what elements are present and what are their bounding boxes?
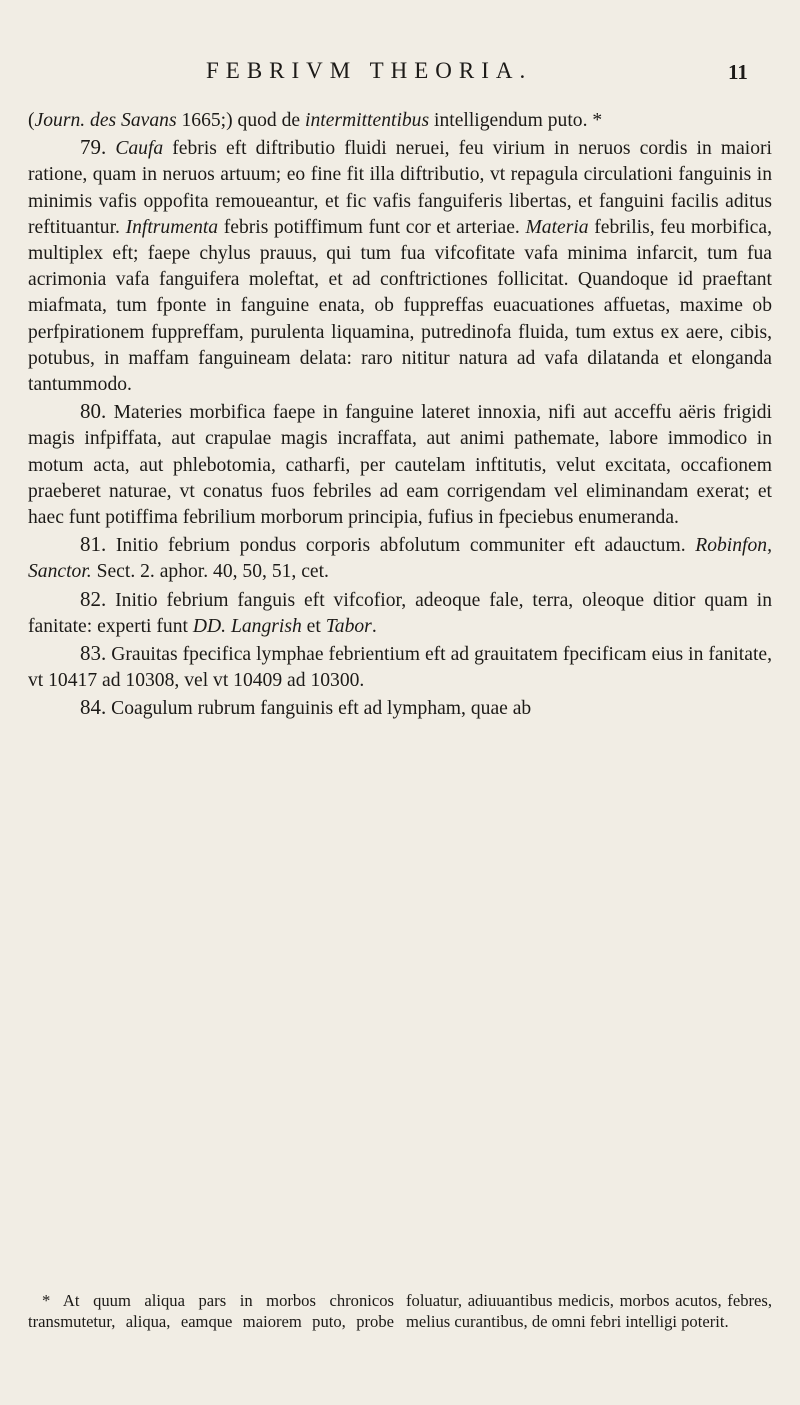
- paragraph-81: 81. Initio febrium pondus corporis abfolutum communiter eft adauctum. Robinfon, Sanctor. Sect. 2. aphor. 40, 50, 51, cet.: [28, 532, 772, 583]
- paragraph-82: 82. Initio febrium fanguis eft vifcofior, adeoque fale, terra, oleoque ditior quam in fanitate: experti funt DD. Langrish et Tabor.: [28, 586, 772, 637]
- paragraph-number: 79.: [80, 135, 107, 160]
- author-citation: Tabor: [325, 615, 372, 637]
- paragraph-number: 84.: [80, 695, 107, 720]
- emphasis: Materia: [525, 216, 589, 238]
- footnote: [28, 1290, 772, 1333]
- paragraph-continuation: (Journ. des Savans 1665;) quod de intermittentibus intelligendum puto. *: [28, 110, 603, 131]
- emphasis: Inftrumenta: [125, 216, 219, 238]
- paragraph-80: 80. Materies morbifica faepe in fanguine lateret innoxia, nifi aut acceffu aëris frigidi magis infpiffata, aut crapulae magis incraffata, aut animi pathemate, labore immodico in motum acta, aut phlebotomia, catharfi, per cautelam inftitutis, velut excitata, occafionem praeberet naturae, vt conatus fuos febriles ad eam corrigendam vel eliminandam exerat; et haec funt potiffima febrilium morborum principia, fufius in fpeciebus enumeranda.: [28, 399, 772, 529]
- running-title: FEBRIVM THEORIA.: [206, 58, 533, 83]
- paragraph-84: 84. Coagulum rubrum fanguinis eft ad lympham, quae ab: [80, 695, 532, 720]
- main-text: [28, 108, 772, 723]
- paragraph-79: 79. Caufa febris eft diftributio fluidi neruei, feu virium in neruos cordis in maiori ratione, quam in neruos artuum; eo fine fit illa diftributio, vt repagula circulationi fanguinis in minimis vafis oppofita remoueantur, et fic vafis fanguiferis libertas, et fanguini facilis aditus reftituantur. Inftrumenta febris potiffimum funt cor et arteriae. Materia febrilis, feu morbifica, multiplex eft; faepe chylus prauus, qui tum fua vifcofitate vafa minima infarcit, tum fua acrimonia vafa fanguifera moleftat, et ad conftrictiones follicitat. Quandoque id praeftant miafmata, tum fponte in fanguine enata, ob fuppreffas euacuationes affuetas, maxime ob perfpirationem fuppreffam, purulenta liquamina, putredinofa fluida, tum extus ex aere, cibis, potubus, in maffam fanguineam delata: raro nititur natura ad vafa dilatanda et elonganda tantummodo.: [28, 135, 772, 396]
- running-head: [0, 58, 800, 94]
- paragraph-number: 81.: [80, 532, 107, 557]
- author-citation: Robinfon, Sanctor.: [28, 535, 772, 583]
- author-citation: DD. Langrish: [192, 615, 302, 637]
- emphasis: Caufa: [115, 138, 164, 160]
- footnote-text: * At quum aliqua pars in morbos chronicos transmutetur, aliqua, eamque maiorem puto, probe foluatur, adiuuantibus medicis, morbos acutos, febres, melius curantibus, de omni febri intelligi poterit.: [28, 1291, 772, 1332]
- paragraph-number: 80.: [80, 399, 107, 424]
- paragraph-83: 83. Grauitas fpecifica lymphae febrientium eft ad grauitatem fpecificam eius in fanitate, vt 10417 ad 10308, vel vt 10409 ad 10300.: [28, 641, 772, 692]
- paragraph-number: 83.: [80, 641, 107, 666]
- emphasis: intermittentibus: [305, 110, 430, 131]
- journal-citation: Journ. des Savans: [34, 110, 177, 131]
- page-number: 11: [728, 60, 748, 84]
- paragraph-number: 82.: [80, 586, 107, 611]
